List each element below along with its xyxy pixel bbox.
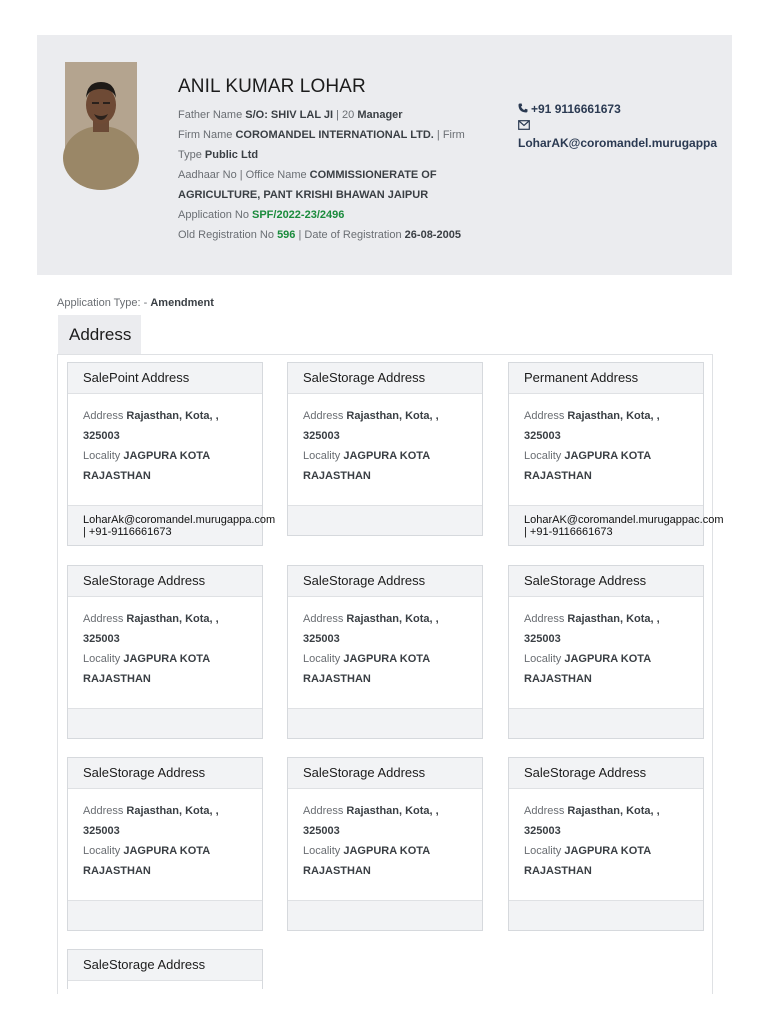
locality-label: Locality (83, 653, 121, 665)
card-footer (509, 900, 703, 930)
address-card (508, 565, 704, 739)
address-card (508, 362, 724, 546)
card-title: Permanent Address (509, 363, 703, 394)
address-card (508, 757, 704, 931)
registration-date-value: 26-08-2005 (404, 229, 461, 241)
locality-label: Locality (83, 450, 121, 462)
phone-value[interactable]: +91 9116661673 (531, 102, 621, 116)
card-footer (68, 505, 276, 545)
address-card (287, 565, 483, 739)
firm-name-label: Firm Name (178, 129, 233, 141)
address-card (67, 949, 263, 989)
locality-value: JAGPURA KOTA RAJASTHAN (303, 450, 430, 482)
address-label: Address (83, 613, 124, 625)
locality-label: Locality (83, 845, 121, 857)
locality-line (524, 649, 691, 689)
application-no-value: SPF/2022-23/2496 (252, 209, 345, 221)
address-card (67, 565, 263, 739)
card-body (288, 597, 482, 708)
address-card (67, 362, 276, 546)
address-line (524, 609, 691, 649)
card-footer (288, 708, 482, 738)
firm-type-value: Public Ltd (204, 149, 259, 161)
locality-label: Locality (303, 653, 341, 665)
card-footer (288, 505, 482, 535)
address-value: Rajasthan, Kota, , 325003 (83, 613, 219, 645)
address-line (83, 801, 250, 841)
card-footer (509, 708, 703, 738)
card-body (288, 394, 482, 505)
locality-value: JAGPURA KOTA RAJASTHAN (303, 845, 430, 877)
address-label: Address (303, 613, 344, 625)
locality-value: JAGPURA KOTA RAJASTHAN (303, 653, 430, 685)
card-title: SaleStorage Address (509, 566, 703, 597)
card-title: SaleStorage Address (288, 566, 482, 597)
address-value: Rajasthan, Kota, , 325003 (524, 613, 660, 645)
card-title: SaleStorage Address (288, 363, 482, 394)
phone-icon (518, 101, 531, 118)
locality-label: Locality (524, 845, 562, 857)
footer-phone: | +91-9116661673 (524, 526, 613, 538)
envelope-icon (518, 118, 531, 135)
address-label: Address (83, 410, 124, 422)
father-name-label: Father Name (178, 109, 243, 121)
footer-email[interactable]: LoharAk@coromandel.murugappa.com (83, 514, 276, 526)
address-line (303, 406, 470, 446)
card-title: SaleStorage Address (68, 758, 262, 789)
profile-header (37, 35, 732, 275)
phone-row (518, 101, 732, 118)
age-separator: | 20 (333, 109, 358, 121)
address-value: Rajasthan, Kota, , 325003 (303, 613, 439, 645)
locality-label: Locality (524, 653, 562, 665)
office-line (178, 165, 490, 205)
card-body (68, 789, 262, 900)
registration-date-label: | Date of Registration (295, 229, 402, 241)
firm-separator: | Firm (433, 129, 465, 141)
locality-value: JAGPURA KOTA RAJASTHAN (524, 653, 651, 685)
locality-line (83, 649, 250, 689)
applicant-name: ANIL KUMAR LOHAR (178, 76, 366, 97)
card-body (509, 394, 703, 505)
father-name-line (178, 105, 490, 125)
envelope-row (518, 118, 732, 135)
address-label: Address (83, 805, 124, 817)
locality-label: Locality (303, 845, 341, 857)
application-type-value: Amendment (150, 297, 214, 309)
locality-line (303, 649, 470, 689)
card-title: SaleStorage Address (68, 950, 262, 981)
designation-value: Manager (357, 109, 403, 121)
firm-type-label: Type (178, 149, 202, 161)
address-value: Rajasthan, Kota, , 325003 (83, 410, 219, 442)
profile-info (178, 76, 490, 245)
card-footer (68, 900, 262, 930)
address-card (287, 362, 483, 536)
card-body (68, 394, 262, 505)
application-type (57, 297, 214, 309)
card-title: SaleStorage Address (288, 758, 482, 789)
firm-name-value: COROMANDEL INTERNATIONAL LTD. (235, 129, 434, 141)
address-value: Rajasthan, Kota, , 325003 (303, 805, 439, 837)
address-label: Address (524, 613, 565, 625)
avatar-photo-icon (65, 62, 137, 156)
address-label: Address (524, 410, 565, 422)
footer-email[interactable]: LoharAK@coromandel.murugappac.com (524, 514, 724, 526)
card-body (68, 597, 262, 708)
father-name-value: S/O: SHIV LAL JI (245, 109, 334, 121)
locality-label: Locality (524, 450, 562, 462)
application-type-label: Application Type: - (57, 297, 151, 309)
address-value: Rajasthan, Kota, , 325003 (524, 805, 660, 837)
address-line (303, 801, 470, 841)
address-card (287, 757, 483, 931)
locality-line (524, 841, 691, 881)
tab-address[interactable]: Address (58, 315, 141, 355)
address-label: Address (524, 805, 565, 817)
locality-line (524, 446, 691, 486)
card-title: SaleStorage Address (509, 758, 703, 789)
footer-phone: | +91-9116661673 (83, 526, 172, 538)
address-line (524, 801, 691, 841)
locality-value: JAGPURA KOTA RAJASTHAN (524, 450, 651, 482)
locality-value: JAGPURA KOTA RAJASTHAN (83, 653, 210, 685)
locality-line (83, 841, 250, 881)
application-no-label: Application No (178, 209, 249, 221)
card-footer (509, 505, 724, 545)
address-card (67, 757, 263, 931)
address-value: Rajasthan, Kota, , 325003 (524, 410, 660, 442)
firm-name-line (178, 125, 490, 165)
locality-line (303, 446, 470, 486)
locality-value: JAGPURA KOTA RAJASTHAN (524, 845, 651, 877)
address-label: Address (303, 410, 344, 422)
old-registration-value: 596 (277, 229, 296, 241)
locality-line (83, 446, 250, 486)
card-body (509, 789, 703, 900)
old-registration-label: Old Registration No (178, 229, 274, 241)
address-line (83, 406, 250, 446)
card-title: SaleStorage Address (68, 566, 262, 597)
email-value[interactable]: LoharAK@coromandel.murugappa (518, 136, 718, 150)
locality-value: JAGPURA KOTA RAJASTHAN (83, 845, 210, 877)
aadhaar-office-label: Aadhaar No | Office Name (178, 169, 307, 181)
locality-label: Locality (303, 450, 341, 462)
address-value: Rajasthan, Kota, , 325003 (83, 805, 219, 837)
application-no-line (178, 205, 490, 225)
card-body (509, 597, 703, 708)
card-title: SalePoint Address (68, 363, 262, 394)
office-name-value: COMMISSIONERATE OF AGRICULTURE, PANT KRISHI BHAWAN JAIPUR (178, 169, 437, 201)
address-line (83, 609, 250, 649)
card-body (288, 789, 482, 900)
address-line (524, 406, 691, 446)
locality-line (303, 841, 470, 881)
registration-line (178, 225, 490, 245)
avatar (65, 62, 137, 156)
card-footer (68, 708, 262, 738)
address-value: Rajasthan, Kota, , 325003 (303, 410, 439, 442)
card-footer (288, 900, 482, 930)
address-label: Address (303, 805, 344, 817)
contact-info (518, 101, 732, 152)
email-row (518, 135, 732, 152)
address-line (303, 609, 470, 649)
locality-value: JAGPURA KOTA RAJASTHAN (83, 450, 210, 482)
